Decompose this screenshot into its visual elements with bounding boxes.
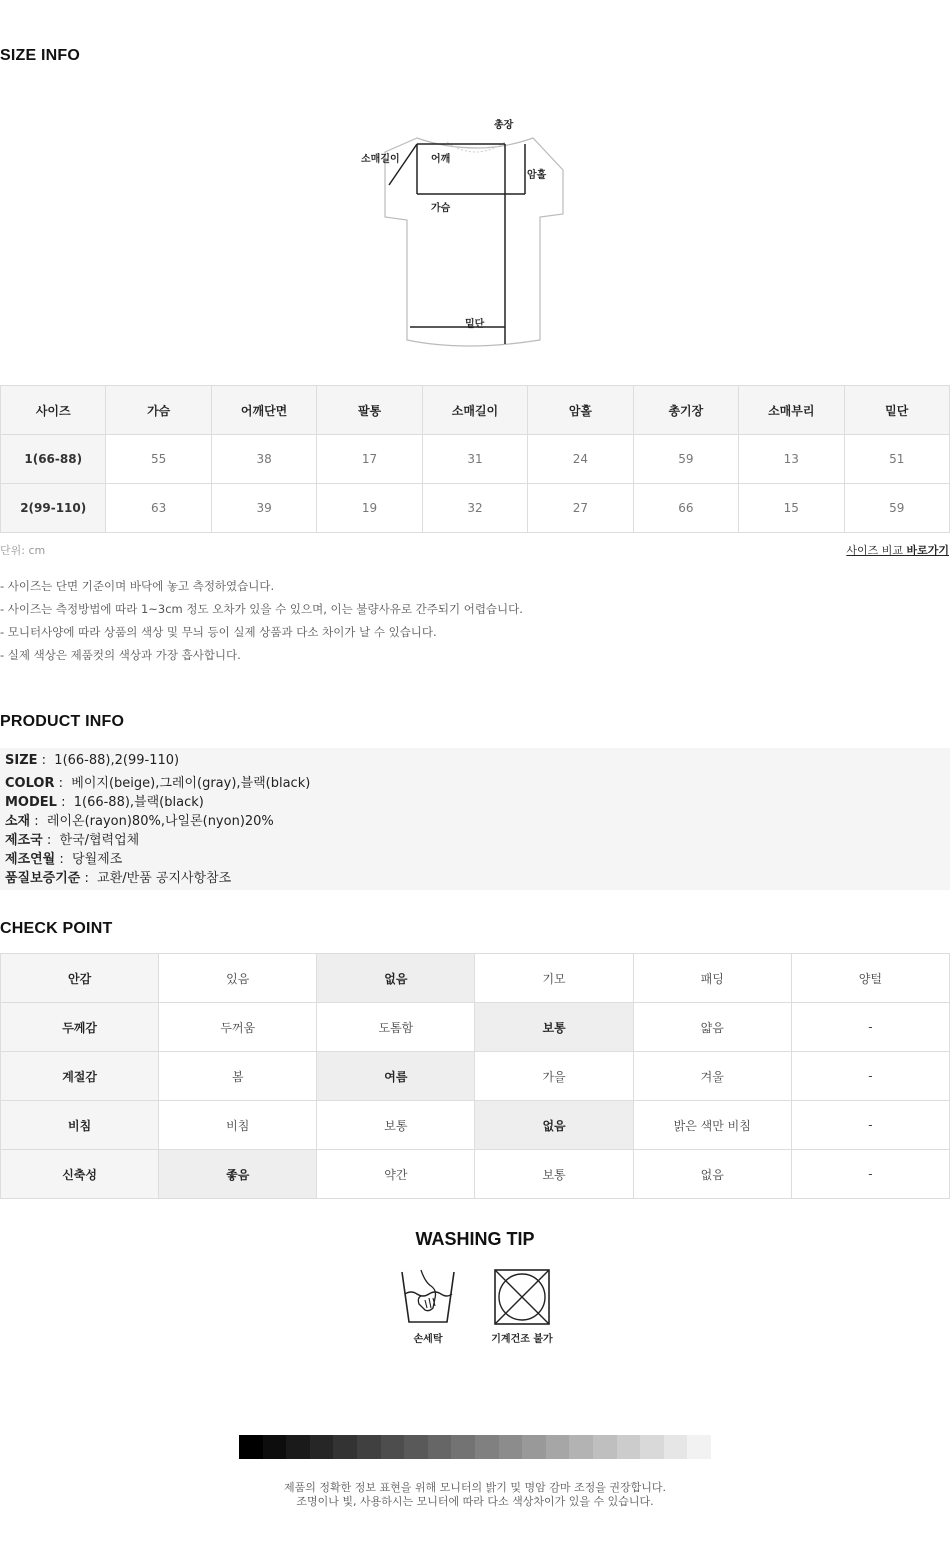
check-option: -: [791, 1003, 949, 1052]
footer-notice: [0, 1481, 950, 1509]
gray-swatch: [664, 1435, 688, 1459]
product-info-value: 베이지(beige),그레이(gray),블랙(black): [71, 776, 311, 791]
diagram-label-chest: 가슴: [431, 203, 451, 214]
gray-swatch: [357, 1435, 381, 1459]
table-cell: 19: [317, 484, 422, 533]
check-option: 얇음: [633, 1003, 791, 1052]
header-cell: 암홀: [528, 386, 633, 435]
gray-swatch: [546, 1435, 570, 1459]
no-machine-dry-icon: [493, 1268, 551, 1326]
product-info-line: COLOR : 베이지(beige),그레이(gray),블랙(black): [5, 776, 311, 791]
check-option: 비침: [159, 1101, 317, 1150]
table-cell: 13: [739, 435, 844, 484]
size-table: [0, 385, 950, 533]
size-diagram: [355, 112, 570, 357]
footer-line: 조명이나 빛, 사용하시는 모니터에 따라 다소 색상차이가 있을 수 있습니다.: [296, 1495, 654, 1508]
check-option: 패딩: [633, 954, 791, 1003]
table-row: [1, 484, 950, 533]
check-option: 기모: [475, 954, 633, 1003]
check-option: 밝은 색만 비침: [633, 1101, 791, 1150]
check-label: 두께감: [1, 1003, 159, 1052]
table-row: [1, 1150, 950, 1199]
diagram-label-total-length: 총장: [494, 120, 514, 131]
check-option: 봄: [159, 1052, 317, 1101]
product-info-line: MODEL : 1(66-88),블랙(black): [5, 795, 204, 810]
check-option: 있음: [159, 954, 317, 1003]
size-table-header: [1, 386, 950, 435]
check-option: 양털: [791, 954, 949, 1003]
product-info-title: PRODUCT INFO: [0, 713, 125, 730]
table-row: [1, 1101, 950, 1150]
table-cell: 59: [844, 484, 950, 533]
check-option: -: [791, 1101, 949, 1150]
check-point-title: CHECK POINT: [0, 920, 113, 937]
product-info-value: 당월제조: [72, 852, 123, 867]
header-cell: 밑단: [844, 386, 950, 435]
footer-line: 제품의 정확한 정보 표현을 위해 모니터의 밝기 및 명암 감마 조정을 권장합니다.: [284, 1481, 666, 1494]
table-cell: 27: [528, 484, 633, 533]
compare-prefix: 사이즈 비교: [846, 544, 903, 557]
hand-wash-icon: [399, 1268, 457, 1326]
table-row: [1, 1003, 950, 1052]
header-cell: 총기장: [633, 386, 738, 435]
table-cell: 59: [633, 435, 738, 484]
hand-wash-label: 손세탁: [413, 1334, 443, 1345]
check-option: 약간: [317, 1150, 475, 1199]
gray-swatch: [404, 1435, 428, 1459]
table-cell: 51: [844, 435, 950, 484]
gray-swatch: [640, 1435, 664, 1459]
note-line: - 사이즈는 측정방법에 따라 1~3cm 정도 오차가 있을 수 있으며, 이는 불량사유로 간주되기 어렵습니다.: [0, 602, 523, 616]
gray-swatch: [522, 1435, 546, 1459]
product-info-box: [0, 748, 950, 890]
table-cell: 55: [106, 435, 211, 484]
gray-swatch: [263, 1435, 287, 1459]
table-cell: 24: [528, 435, 633, 484]
check-option: -: [791, 1052, 949, 1101]
gray-swatch: [428, 1435, 452, 1459]
check-option-selected: 없음: [317, 954, 475, 1003]
product-info-key: 소재: [5, 814, 31, 829]
product-info-line: SIZE : 1(66-88),2(99-110): [5, 753, 180, 768]
product-info-value: 1(66-88),2(99-110): [54, 753, 180, 768]
product-info-key: 제조국: [5, 833, 43, 848]
check-option: 보통: [317, 1101, 475, 1150]
unit-label: 단위: cm: [0, 544, 46, 557]
size-compare-link[interactable]: [846, 542, 949, 558]
product-info-line: 제조국 : 한국/협력업체: [5, 833, 140, 848]
product-info-key: 품질보증기준: [5, 871, 81, 886]
check-option-selected: 여름: [317, 1052, 475, 1101]
gray-swatch: [499, 1435, 523, 1459]
product-info-line: 품질보증기준 : 교환/반품 공지사항참조: [5, 871, 232, 886]
size-info-title: SIZE INFO: [0, 47, 81, 64]
check-option-selected: 좋음: [159, 1150, 317, 1199]
header-cell: 팔통: [317, 386, 422, 435]
check-option-selected: 보통: [475, 1003, 633, 1052]
diagram-label-hem: 밑단: [465, 319, 485, 330]
gray-swatch: [451, 1435, 475, 1459]
check-option: 보통: [475, 1150, 633, 1199]
header-cell: 어깨단면: [211, 386, 316, 435]
table-cell: 32: [422, 484, 527, 533]
gray-swatch: [569, 1435, 593, 1459]
product-info-line: 소재 : 레이온(rayon)80%,나일론(nyon)20%: [5, 814, 274, 829]
size-name-cell: 1(66-88): [1, 435, 106, 484]
gray-swatch: [593, 1435, 617, 1459]
table-cell: 17: [317, 435, 422, 484]
check-label: 비침: [1, 1101, 159, 1150]
product-info-value: 1(66-88),블랙(black): [73, 795, 204, 810]
product-info-key: 제조연월: [5, 852, 56, 867]
header-cell: 소매부리: [739, 386, 844, 435]
washing-tip-title: WASHING TIP: [415, 1229, 535, 1249]
check-label: 계절감: [1, 1052, 159, 1101]
gray-swatch: [617, 1435, 641, 1459]
compare-link-text: 바로가기: [906, 544, 949, 557]
gray-swatch: [286, 1435, 310, 1459]
table-row: [1, 435, 950, 484]
no-machine-dry-label: 기계건조 불가: [491, 1334, 553, 1345]
product-info-key: MODEL: [5, 795, 57, 810]
product-info-key: COLOR: [5, 776, 55, 791]
table-row: [1, 954, 950, 1003]
product-info-value: 레이온(rayon)80%,나일론(nyon)20%: [46, 814, 274, 829]
note-line: - 사이즈는 단면 기준이며 바닥에 놓고 측정하였습니다.: [0, 579, 275, 593]
gray-swatch: [687, 1435, 711, 1459]
table-cell: 39: [211, 484, 316, 533]
table-cell: 15: [739, 484, 844, 533]
gray-swatch: [239, 1435, 263, 1459]
header-cell: 가슴: [106, 386, 211, 435]
product-info-key: SIZE: [5, 753, 38, 768]
header-cell: 사이즈: [1, 386, 106, 435]
table-cell: 66: [633, 484, 738, 533]
check-label: 안감: [1, 954, 159, 1003]
table-cell: 63: [106, 484, 211, 533]
table-cell: 38: [211, 435, 316, 484]
check-option: -: [791, 1150, 949, 1199]
gray-scale-bar: [239, 1435, 711, 1459]
check-option: 없음: [633, 1150, 791, 1199]
gray-swatch: [333, 1435, 357, 1459]
size-name-cell: 2(99-110): [1, 484, 106, 533]
check-option: 도톰함: [317, 1003, 475, 1052]
product-info-value: 교환/반품 공지사항참조: [97, 871, 232, 886]
diagram-label-armhole: 암홀: [527, 170, 547, 181]
check-option: 겨울: [633, 1052, 791, 1101]
check-option: 두꺼움: [159, 1003, 317, 1052]
size-notes: [0, 575, 523, 667]
diagram-label-shoulder: 어깨: [431, 154, 451, 165]
gray-swatch: [475, 1435, 499, 1459]
product-info-line: 제조연월 : 당월제조: [5, 852, 123, 867]
check-option-selected: 없음: [475, 1101, 633, 1150]
gray-swatch: [381, 1435, 405, 1459]
header-cell: 소매길이: [422, 386, 527, 435]
gray-swatch: [310, 1435, 334, 1459]
check-point-table: [0, 953, 950, 1199]
note-line: - 실제 색상은 제품컷의 색상과 가장 흡사합니다.: [0, 648, 241, 662]
table-cell: 31: [422, 435, 527, 484]
diagram-label-sleeve-length: 소매길이: [361, 154, 400, 165]
note-line: - 모니터사양에 따라 상품의 색상 및 무늬 등이 실제 상품과 다소 차이가 날 수 있습니다.: [0, 625, 437, 639]
check-label: 신축성: [1, 1150, 159, 1199]
product-info-value: 한국/협력업체: [59, 833, 140, 848]
check-option: 가을: [475, 1052, 633, 1101]
table-row: [1, 1052, 950, 1101]
